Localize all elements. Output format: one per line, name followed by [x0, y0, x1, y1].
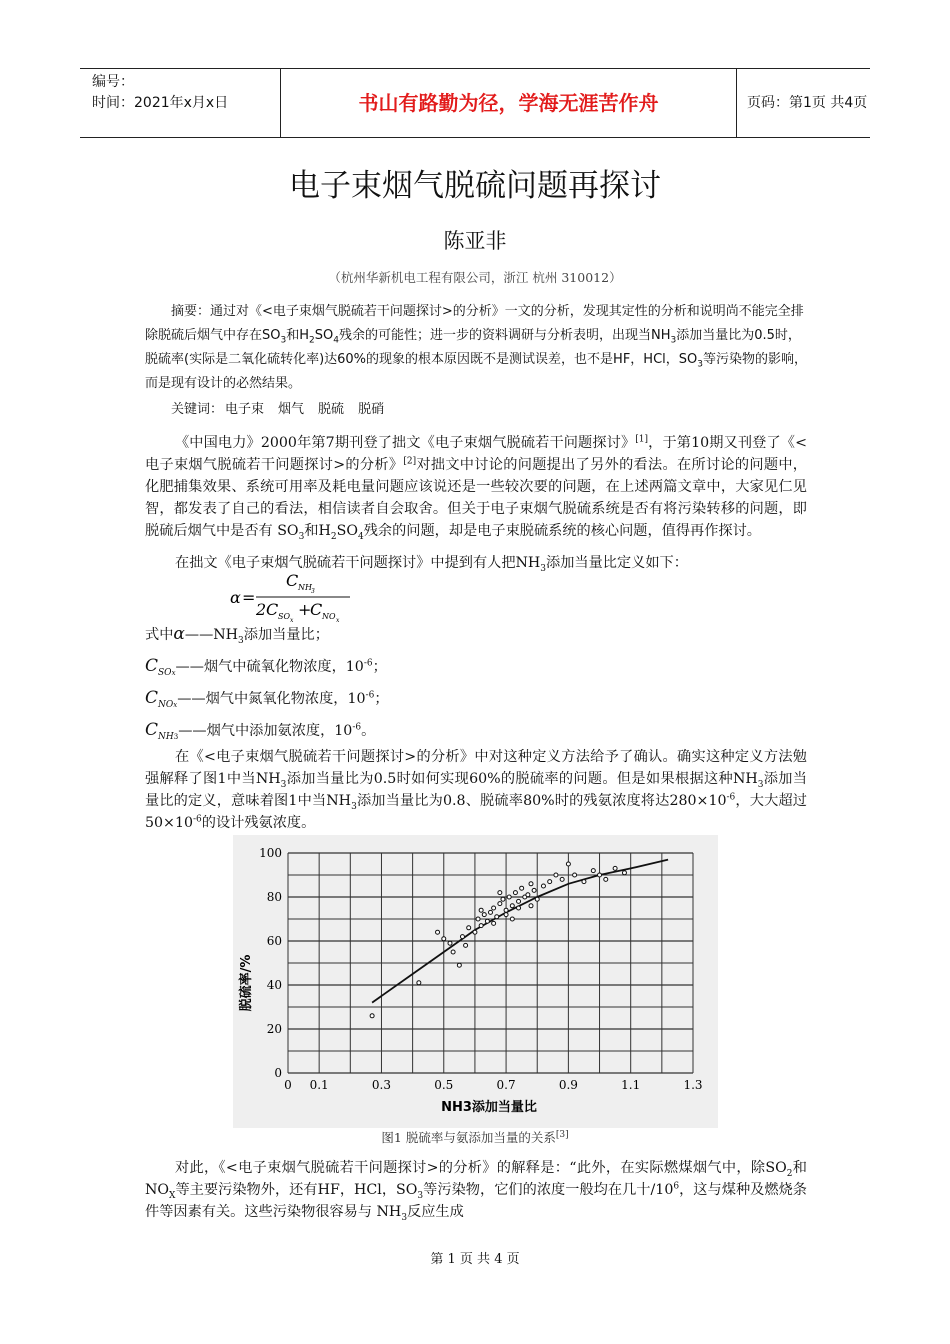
page-header — [80, 68, 870, 138]
data-points — [370, 862, 626, 1018]
svg-text:x: x — [290, 617, 294, 624]
svg-text:NO: NO — [322, 612, 336, 621]
data-point — [548, 880, 552, 884]
x-tick-label: 0.1 — [309, 1078, 329, 1092]
x-tick-label: 1.3 — [683, 1078, 703, 1092]
data-point — [510, 917, 514, 921]
page-footer: 第 1 页 共 4 页 — [430, 1252, 520, 1267]
data-point — [504, 913, 508, 917]
data-point — [492, 906, 496, 910]
def-nox: $C_{NOx}——$烟气中氮氧化物浓度，$10^{-6}$； — [145, 688, 389, 710]
data-point — [541, 884, 545, 888]
fit-curve — [372, 860, 668, 1003]
paragraph-3: 在《<电子束烟气脱硫若干问题探讨>的分析》中对这种定义方法给予了确认。确实这种定义方法勉强解释了图1中当$NH_3$添加当量比为0.5时如何实现60%的脱硫率的问题。但是如果根据这种$NH_3$添加当量比的定义，意味着图1中当$NH_3$添加当量比为0.8、脱硫率80%时的残氨浓度将达$280\times 10^{-6}$，大大超过$50\times 10^{-6}$的设计残氨浓度。 — [145, 749, 807, 831]
x-axis-label: NH3添加当量比 — [441, 1100, 537, 1115]
svg-text:3: 3 — [311, 588, 315, 595]
data-point — [507, 895, 511, 899]
svg-text:x: x — [336, 617, 340, 624]
data-point — [604, 877, 608, 881]
data-point — [476, 917, 480, 921]
figure-caption: 图1 脱硫率与氨添加当量的关系[3] — [381, 1129, 569, 1145]
y-tick-label: 100 — [259, 846, 282, 860]
data-point — [566, 862, 570, 866]
svg-text:=: = — [242, 588, 256, 607]
svg-text:C: C — [286, 571, 299, 590]
data-point — [510, 904, 514, 908]
header-page-info: 页码：第1页 共4页 — [747, 95, 868, 111]
data-point — [613, 866, 617, 870]
y-tick-label: 0 — [274, 1066, 282, 1080]
def-alpha: 式中$\alpha——NH_3$添加当量比； — [145, 624, 329, 646]
data-point — [492, 921, 496, 925]
data-point — [517, 906, 521, 910]
data-point — [513, 891, 517, 895]
svg-text:NH: NH — [298, 583, 312, 592]
data-point — [535, 897, 539, 901]
paragraph-1: 《中国电力》2000年第7期刊登了拙文《电子束烟气脱硫若干问题探讨》[1]，于第10期又刊登了《<电子束烟气脱硫若干问题探讨>的分析》[2]对拙文中讨论的问题提出了另外的看法。在所讨论的问题中，化肥捕集效果、系统可用率及耗电量问题应该说还是一些较次要的问题，在上述两篇文章中，大家见仁见智，都发表了自己的看法，相信读者自会取舍。但关于电子束烟气脱硫系统是否有将污染转移的问题，即脱硫后烟气中是否有 $SO_3$和$H_2SO_4$残余的问题，却是电子束脱硫系统的核心问题，值得再作探讨。 — [145, 434, 807, 542]
data-point — [622, 871, 626, 875]
data-point — [532, 888, 536, 892]
y-tick-labels — [259, 846, 282, 1080]
data-point — [560, 877, 564, 881]
data-point — [498, 902, 502, 906]
x-tick-labels — [284, 1078, 702, 1092]
data-point — [495, 915, 499, 919]
y-tick-label: 20 — [266, 1022, 282, 1036]
data-point — [591, 869, 595, 873]
svg-text:2: 2 — [256, 600, 267, 619]
paper-affiliation: （杭州华新机电工程有限公司，浙江 杭州 310012） — [328, 270, 622, 285]
data-point — [460, 935, 464, 939]
x-tick-label: 0 — [284, 1078, 292, 1092]
def-sox: $C_{SOx}——$烟气中硫氧化物浓度，$10^{-6}$； — [145, 656, 387, 678]
data-point — [482, 913, 486, 917]
data-point — [370, 1014, 374, 1018]
svg-text:SO: SO — [278, 612, 291, 621]
header-meta — [80, 69, 280, 137]
formula-svg — [230, 570, 370, 624]
x-tick-label: 0.9 — [558, 1078, 578, 1092]
data-point — [436, 930, 440, 934]
data-point — [504, 908, 508, 912]
header-motto: 书山有路勤为径，学海无涯苦作舟 — [280, 69, 737, 137]
data-point — [529, 882, 533, 886]
data-point — [498, 891, 502, 895]
data-point — [457, 963, 461, 967]
data-point — [517, 899, 521, 903]
y-axis-label: 脱硫率/% — [239, 954, 254, 1012]
data-point — [485, 919, 489, 923]
data-point — [464, 943, 468, 947]
x-tick-label: 0.3 — [371, 1078, 392, 1092]
data-point — [529, 904, 533, 908]
number-label: 编号： — [92, 74, 134, 90]
data-point — [442, 937, 446, 941]
y-tick-label: 40 — [266, 978, 282, 992]
paper-title: 电子束烟气脱硫问题再探讨 — [289, 168, 661, 204]
time-label: 时间：2021年x月x日 — [92, 95, 229, 111]
data-point — [582, 880, 586, 884]
svg-text:α: α — [230, 588, 241, 607]
abstract: 摘要：通过对《<电子束烟气脱硫若干问题探讨>的分析》一文的分析，发现其定性的分析和说明尚不能完全排除脱硫后烟气中存在$SO_3$和$H_2SO_4$残余的可能性；进一步的资料调研与分析表明，出现当$NH_3$添加当量比为0.5时，脱硫率(实际是二氧化硫转化率)达60%的现象的根本原因既不是测试误差，也不是HF，HCl，$SO_3$等污染物的影响，而是现有设计的必然结果。 — [145, 304, 807, 391]
chart-grid — [288, 853, 693, 1073]
data-point — [526, 893, 530, 897]
def-nh3: $C_{NH3}——$烟气中添加氨浓度，$10^{-6}$。 — [145, 720, 376, 742]
data-point — [554, 873, 558, 877]
data-point — [467, 926, 471, 930]
data-point — [473, 930, 477, 934]
keyword-item: 脱硝 — [358, 402, 385, 417]
keyword-item: 电子束 — [225, 402, 265, 417]
formula — [230, 570, 370, 628]
paper-author: 陈亚非 — [443, 229, 507, 253]
y-tick-label: 60 — [266, 934, 282, 948]
data-point — [520, 886, 524, 890]
data-point — [479, 924, 483, 928]
data-point — [479, 908, 483, 912]
keyword-item: 脱硫 — [318, 402, 345, 417]
keyword-item: 烟气 — [278, 402, 305, 417]
data-point — [573, 873, 577, 877]
figure-1 — [233, 835, 718, 1128]
paragraph-4: 对此，《<电子束烟气脱硫若干问题探讨>的分析》的解释是：“此外，在实际燃煤烟气中，除$SO_2$和$NO_X$等主要污染物外，还有HF，HCl，$SO_3$等污染物，它们的浓度一般均在几十$/10^6$，这与煤种及燃烧条件等因素有关。这些污染物很容易与 $NH_3$反应生成 — [145, 1160, 807, 1223]
data-point — [501, 897, 505, 901]
data-point — [598, 873, 602, 877]
data-point — [448, 941, 452, 945]
data-point — [451, 950, 455, 954]
paragraph-2: 在拙文《电子束烟气脱硫若干问题探讨》中提到有人把$NH_3$添加当量比定义如下： — [175, 555, 688, 574]
x-tick-label: 1.1 — [621, 1078, 641, 1092]
x-tick-label: 0.7 — [496, 1078, 516, 1092]
svg-text:C: C — [310, 600, 323, 619]
svg-text:C: C — [266, 600, 279, 619]
svg-text:+: + — [298, 600, 312, 619]
scatter-chart — [233, 835, 718, 1128]
keywords-label: 关键词： — [171, 402, 224, 417]
keywords — [171, 398, 398, 417]
y-tick-label: 80 — [266, 890, 282, 904]
x-tick-label: 0.5 — [434, 1078, 454, 1092]
data-point — [417, 981, 421, 985]
data-point — [489, 910, 493, 914]
